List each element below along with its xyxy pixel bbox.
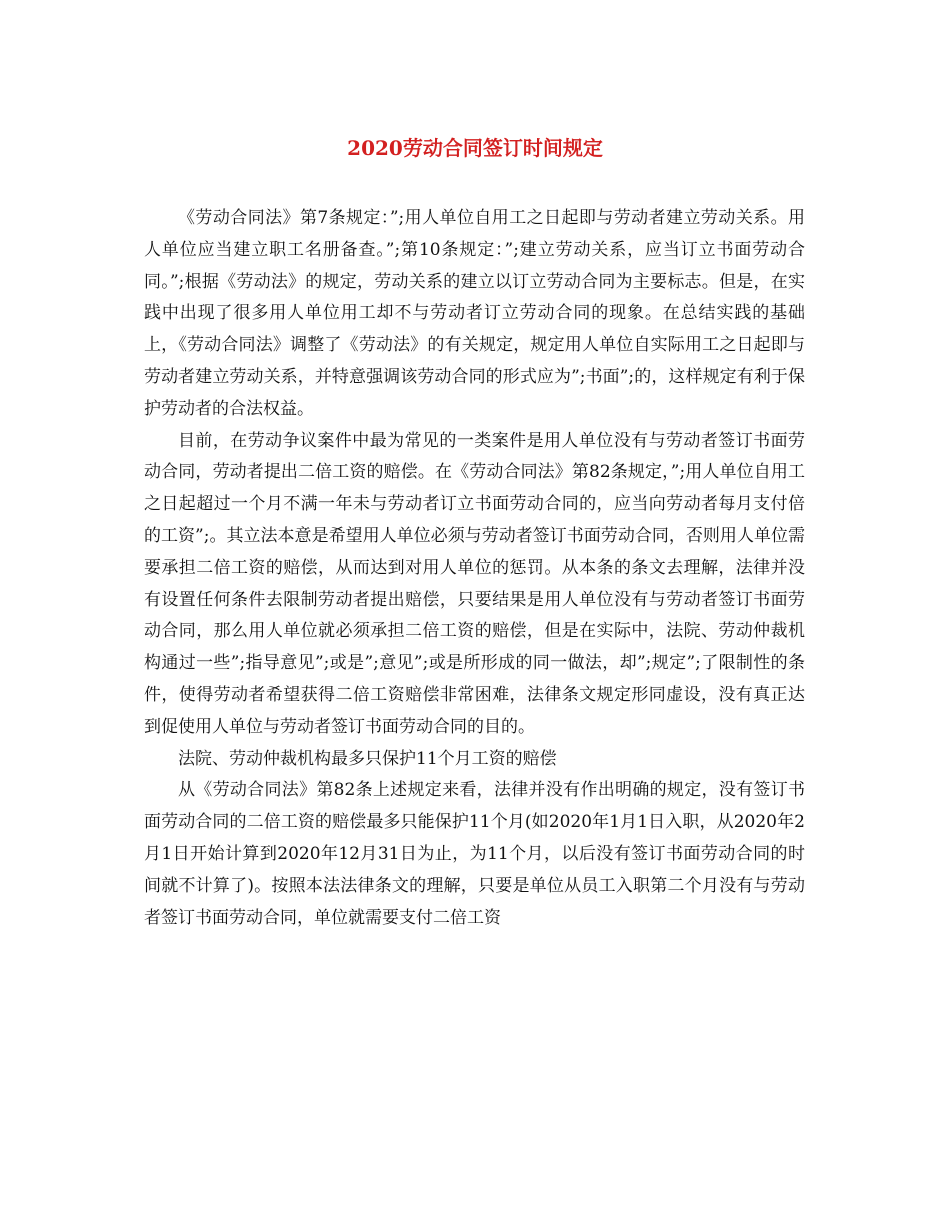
document-body [144,203,805,934]
paragraph-double-wage-disputes: 目前，在劳动争议案件中最为常见的一类案件是用人单位没有与劳动者签订书面劳动合同，劳动者提出二倍工资的赔偿。在《劳动合同法》第82条规定，”;用人单位自用工之日起超过一个月不满一年未与劳动者订立书面劳动合同的，应当向劳动者每月支付倍的工资”;。其立法本意是希望用人单位必须与劳动者签订书面劳动合同，否则用人单位需要承担二倍工资的赔偿，从而达到对用人单位的惩罚。从本条的条文去理解，法律并没有设置任何条件去限制劳动者提出赔偿，只要结果是用人单位没有与劳动者签订书面劳动合同，那么用人单位就必须承担二倍工资的赔偿，但是在实际中，法院、劳动仲裁机构通过一些”;指导意见”;或是”;意见”;或是所形成的同一做法，却”;规定”;了限制性的条件，使得劳动者希望获得二倍工资赔偿非常困难，法律条文规定形同虚设，没有真正达到促使用人单位与劳动者签订书面劳动合同的目的。 [144,430,805,737]
paragraph-article-82-analysis: 从《劳动合同法》第82条上述规定来看，法律并没有作出明确的规定，没有签订书面劳动合同的二倍工资的赔偿最多只能保护11个月(如2020年1月1日入职，从2020年2月1日开始计算到2020年12月31日为止，为11个月，以后没有签订书面劳动合同的时间就不计算了)。按照本法法律条文的理解，只要是单位从员工入职第二个月没有与劳动者签订书面劳动合同，单位就需要支付二倍工资 [144,780,805,928]
paragraph-contract-law-article-7: 《劳动合同法》第7条规定：”;用人单位自用工之日起即与劳动者建立劳动关系。用人单位应当建立职工名册备查。”;第10条规定：”;建立劳动关系，应当订立书面劳动合同。”;根据《劳动法》的规定，劳动关系的建立以订立劳动合同为主要标志。但是，在实践中出现了很多用人单位用工却不与劳动者订立劳动合同的现象。在总结实践的基础上，《劳动合同法》调整了《劳动法》的有关规定，规定用人单位自实际用工之日起即与劳动者建立劳动关系，并特意强调该劳动合同的形式应为”;书面”;的，这样规定有利于保护劳动者的合法权益。 [144,208,805,419]
paragraph-subheading-11-months: 法院、劳动仲裁机构最多只保护11个月工资的赔偿 [178,748,557,769]
document-title: 2020劳动合同签订时间规定 [347,136,603,160]
